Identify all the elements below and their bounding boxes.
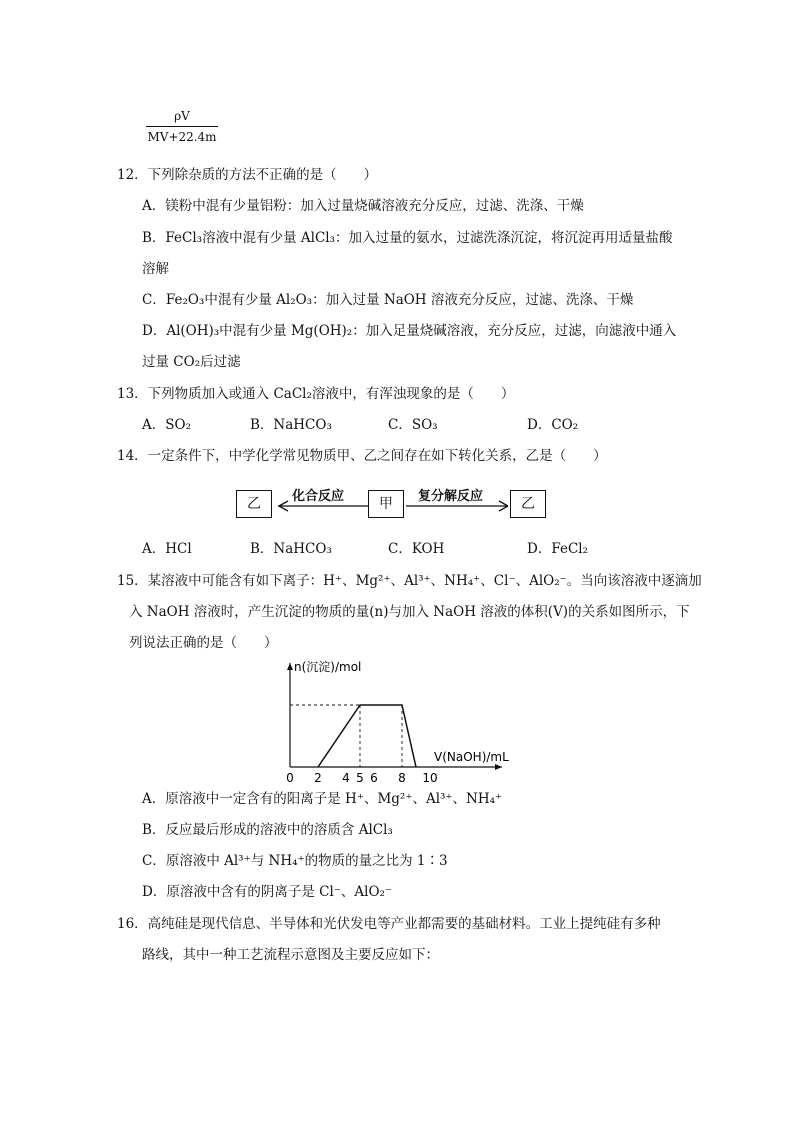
q12-option-c: C．Fe₂O₃中混有少量 Al₂O₃：加入过量 NaOH 溶液充分反应，过滤、洗涤、干燥 (142, 292, 634, 308)
conversion-arrows (270, 496, 510, 516)
q15-option-c: C．原溶液中 Al³⁺与 NH₄⁺的物质的量之比为 1∶3 (142, 853, 448, 869)
q12-option-b-cont: 溶解 (142, 261, 169, 277)
fraction-denominator: MV+22.4m (147, 130, 217, 144)
x-tick-label: 10 (422, 771, 438, 785)
q12-option-d: D．Al(OH)₃中混有少量 Mg(OH)₂：加入足量烧碱溶液，充分反应，过滤，向滤液中通入 (142, 323, 677, 339)
q16-line-1: 16．高纯硅是现代信息、半导体和光伏发电等产业都需要的基础材料。工业上提纯硅有多种 (117, 916, 661, 932)
fraction-answer (146, 108, 218, 145)
x-tick-label: 0 (286, 771, 294, 785)
q13-option-c: C．SO₃ (388, 417, 438, 433)
q13-option-b: B．NaHCO₃ (250, 417, 332, 433)
q14-option-d: D．FeCl₂ (527, 541, 589, 557)
q14-option-c: C．KOH (388, 541, 445, 557)
q12-option-a: A．镁粉中混有少量铝粉：加入过量烧碱溶液充分反应，过滤、洗涤、干燥 (142, 198, 584, 214)
precipitate-chart (270, 655, 530, 785)
q14-option-a: A．HCl (142, 541, 192, 557)
x-tick-label: 2 (314, 771, 322, 785)
q15-stem-2: 入 NaOH 溶液时，产生沉淀的物质的量(n)与加入 NaOH 溶液的体积(V)的关系如图所示，下 (129, 604, 690, 620)
q14-option-b: B．NaHCO₃ (250, 541, 332, 557)
q13-option-d: D．CO₂ (527, 417, 579, 433)
q15-option-b: B．反应最后形成的溶液中的溶质含 AlCl₃ (142, 822, 393, 838)
q15-option-d: D．原溶液中含有的阴离子是 Cl⁻、AlO₂⁻ (142, 884, 393, 900)
fraction-numerator: ρV (174, 109, 190, 123)
x-tick-label: 8 (398, 771, 406, 785)
q16-line-2: 路线，其中一种工艺流程示意图及主要反应如下： (142, 947, 439, 963)
x-tick-label: 4 (342, 771, 350, 785)
label-double-decomposition: 复分解反应 (418, 489, 484, 504)
box-yi-left: 乙 (236, 490, 272, 518)
q15-stem-3: 列说法正确的是（ ） (129, 635, 278, 651)
fraction-bar (146, 126, 218, 127)
q15-stem-1: 15．某溶液中可能含有如下离子：H⁺、Mg²⁺、Al³⁺、NH₄⁺、Cl⁻、AlO₂⁻。当向该溶液中逐滴加 (117, 573, 702, 589)
q14-stem: 14．一定条件下，中学化学常见物质甲、乙之间存在如下转化关系，乙是（ ） (117, 448, 607, 464)
box-jia: 甲 (368, 490, 404, 518)
box-yi-right: 乙 (510, 490, 546, 518)
x-axis-arrow (495, 764, 502, 770)
x-tick-label: 6 (370, 771, 378, 785)
x-tick-label: 5 (356, 771, 364, 785)
q15-option-a: A．原溶液中一定含有的阳离子是 H⁺、Mg²⁺、Al³⁺、NH₄⁺ (142, 791, 503, 807)
q12-option-b: B．FeCl₃溶液中混有少量 AlCl₃：加入过量的氨水，过滤洗涤沉淀，将沉淀再用适量盐酸 (142, 230, 673, 246)
q12-stem: 12．下列除杂质的方法不正确的是（ ） (117, 167, 378, 183)
y-axis-label: n(沉淀)/mol (294, 660, 362, 674)
series-line (318, 705, 416, 767)
y-axis-arrow (287, 663, 293, 670)
x-axis-label: V(NaOH)/mL (434, 750, 509, 764)
q13-stem: 13．下列物质加入或通入 CaCl₂溶液中，有浑浊现象的是（ ） (117, 386, 515, 402)
q13-option-a: A．SO₂ (142, 417, 191, 433)
q12-option-d-cont: 过量 CO₂后过滤 (142, 354, 241, 370)
label-combination-reaction: 化合反应 (292, 489, 345, 504)
